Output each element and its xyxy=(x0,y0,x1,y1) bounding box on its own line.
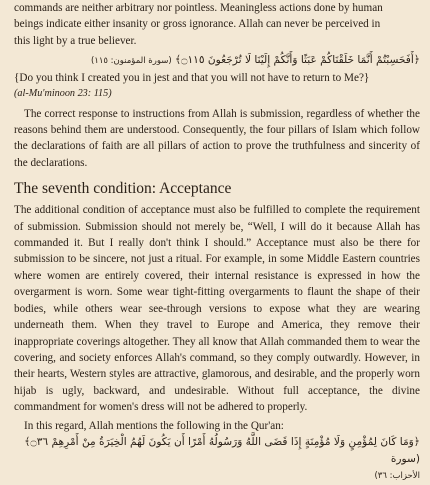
verse-1-citation: (al-Mu'minoon 23: 115) xyxy=(14,87,112,99)
verse-1-translation: {Do you think I created you in jest and that you will not have to return to Me?} xyxy=(14,72,370,85)
text-line: commands are neither arbitrary nor pointless. Meaningless actions done by human xyxy=(14,2,383,14)
verse-1-reference: (سورة المؤمنون: ١١٥) xyxy=(90,56,172,67)
section-heading: The seventh condition: Acceptance xyxy=(14,180,232,198)
verse-1-arabic: ﴿أَفَحَسِبْتُمْ أَنَّمَا خَلَقْنَاكُمْ عَبَثًا وَأَنَّكُمْ إِلَيْنَا لَا تُرْجَعُونَ ۝١١٥﴾ xyxy=(175,54,420,67)
text-line: beings indicate either insanity or gross ignorance. Allah can never be perceived in xyxy=(14,18,381,31)
top-paragraph xyxy=(14,0,420,49)
text-line: this light by a true believer. xyxy=(14,34,137,47)
quran-verse-2 xyxy=(14,434,420,485)
verse-2-reference: الأحزاب: ٣٦) xyxy=(374,470,420,481)
paragraph-submission: The correct response to instructions from Allah is submission, regardless of whether the reasons behind them are understood. Consequently, the four pillars of Islam which follow the declarations of faith are all pillars of action to prove the truthfulness and sincerity of the declarations. xyxy=(14,107,420,169)
verse-2-arabic: ﴿وَمَا كَانَ لِمُؤْمِنٍ وَلَا مُؤْمِنَةٍ إِذَا قَضَى اللَّهُ وَرَسُولُهُ أَمْرًا أَن يَكُونَ لَهُمُ الْخِيَرَةُ مِنْ أَمْرِهِمْ ۝٣٦﴾ (سورة xyxy=(24,435,420,465)
quran-verse-1 xyxy=(14,52,420,70)
paragraph-acceptance: The additional condition of acceptance must also be fulfilled to complete the requirement of submission. Submission should not merely be, “Well, I will do it because Allah has commanded it. But I really don't think I should.” Acceptance must also be there for submission to be sincere, not just a ritual. For example, in some Middle Eastern countries where women are entirely covered, their internal resistance is expressed in how the overgarment is worn. Some wear tight-fitting overgarments to flaunt the shape of their bodies, while others wear see-through versions to expose what they are wearing underneath them. When they travel to Europe and America, they remove their inappropriate coverings altogether. They all know that Allah commanded them to wear the covering, and society enforces Allah's command, so they comply outwardly. However, in their hearts, Western styles are attractive, glamorous, and desirable, and the properly worn hijab is ugly, backward, and undesirable. Without full acceptance, the divine commandment for women's dress will not be adhered to properly. xyxy=(14,204,420,414)
paragraph-quran-intro: In this regard, Allah mentions the following in the Qur'an: xyxy=(24,419,284,432)
